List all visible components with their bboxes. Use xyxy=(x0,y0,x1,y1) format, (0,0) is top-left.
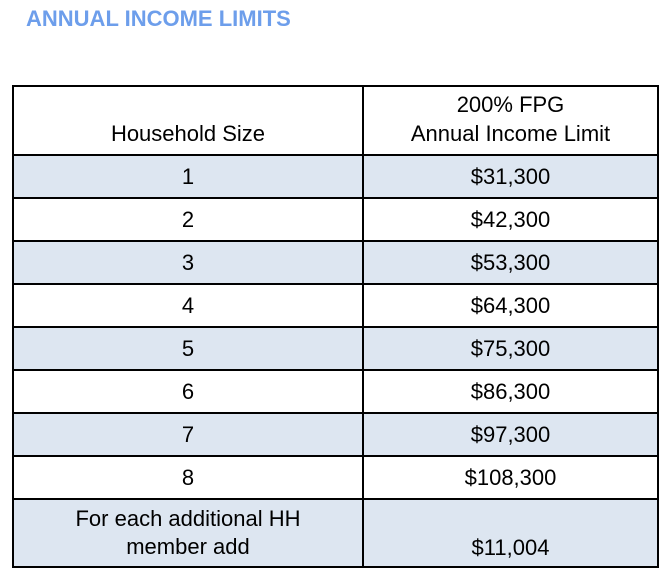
income-limit-header xyxy=(363,86,658,155)
table-row xyxy=(13,241,658,284)
household-size-cell: 8 xyxy=(13,456,363,499)
table-header-row xyxy=(13,86,658,155)
income-limit-cell: $64,300 xyxy=(363,284,658,327)
table-row xyxy=(13,456,658,499)
income-limit-cell: $108,300 xyxy=(363,456,658,499)
table-row xyxy=(13,155,658,198)
additional-member-label-line2: member add xyxy=(126,534,250,559)
table-row xyxy=(13,284,658,327)
income-limit-cell: $86,300 xyxy=(363,370,658,413)
household-size-cell: 6 xyxy=(13,370,363,413)
household-size-header-label: Household Size xyxy=(110,121,266,146)
additional-member-label-line1: For each additional HH xyxy=(75,506,301,531)
income-limit-header-line1: 200% FPG xyxy=(456,92,565,117)
table-row xyxy=(13,327,658,370)
household-size-cell: 4 xyxy=(13,284,363,327)
household-size-cell: 2 xyxy=(13,198,363,241)
income-limits-table xyxy=(12,85,659,568)
table-row xyxy=(13,198,658,241)
household-size-cell: 5 xyxy=(13,327,363,370)
income-limit-cell: $75,300 xyxy=(363,327,658,370)
additional-member-label-cell xyxy=(13,499,363,567)
additional-member-row xyxy=(13,499,658,567)
page-title: ANNUAL INCOME LIMITS xyxy=(26,6,291,31)
income-limit-cell: $53,300 xyxy=(363,241,658,284)
additional-member-limit-cell: $11,004 xyxy=(363,499,658,567)
household-size-header xyxy=(13,86,363,155)
income-limit-cell: $97,300 xyxy=(363,413,658,456)
income-limit-cell: $31,300 xyxy=(363,155,658,198)
income-limit-cell: $42,300 xyxy=(363,198,658,241)
table-row xyxy=(13,413,658,456)
table-row xyxy=(13,370,658,413)
income-limit-header-line2: Annual Income Limit xyxy=(410,121,611,146)
household-size-cell: 7 xyxy=(13,413,363,456)
household-size-cell: 3 xyxy=(13,241,363,284)
household-size-cell: 1 xyxy=(13,155,363,198)
